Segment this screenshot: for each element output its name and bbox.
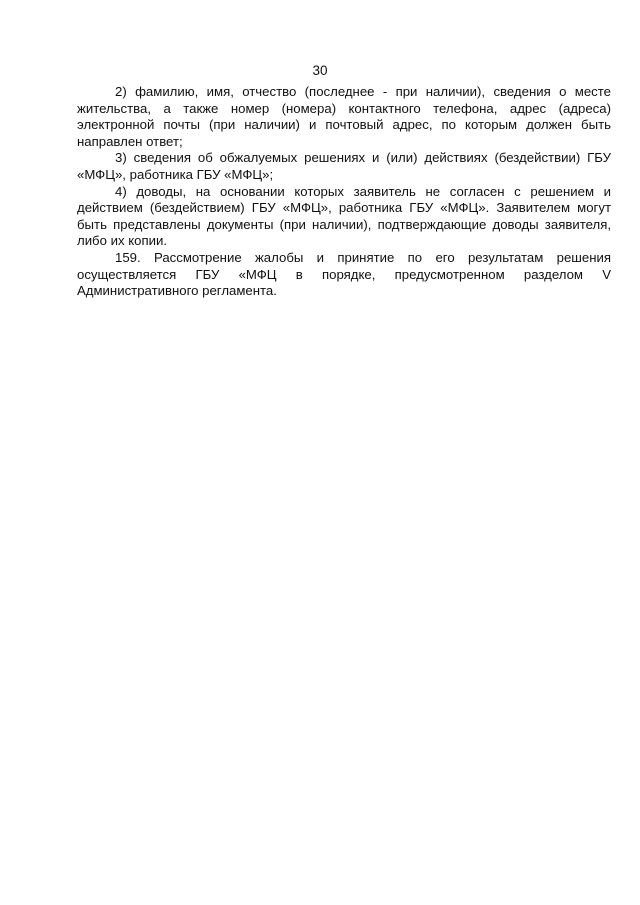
page-number: 30 <box>312 63 328 78</box>
paragraph-item-4: 4) доводы, на основании которых заявитель не согласен с решением и действием (бездействием) ГБУ «МФЦ», работника ГБУ «МФЦ». Заявителем могут быть представлены документы (при наличии), подтверждающие доводы заявителя, либо их копии. <box>77 183 611 249</box>
document-body <box>77 84 611 300</box>
paragraph-item-3: 3) сведения об обжалуемых решениях и (или) действиях (бездействии) ГБУ «МФЦ», работника ГБУ «МФЦ»; <box>77 150 611 182</box>
paragraph-item-2: 2) фамилию, имя, отчество (последнее - при наличии), сведения о месте жительства, а также номер (номера) контактного телефона, адрес (адреса) электронной почты (при наличии) и почтовый адрес, по которым должен быть направлен ответ; <box>77 84 611 149</box>
paragraph-clause-159: 159. Рассмотрение жалобы и принятие по его результатам решения осуществляется ГБУ «МФЦ в порядке, предусмотренном разделом V Административного регламента. <box>77 249 611 299</box>
